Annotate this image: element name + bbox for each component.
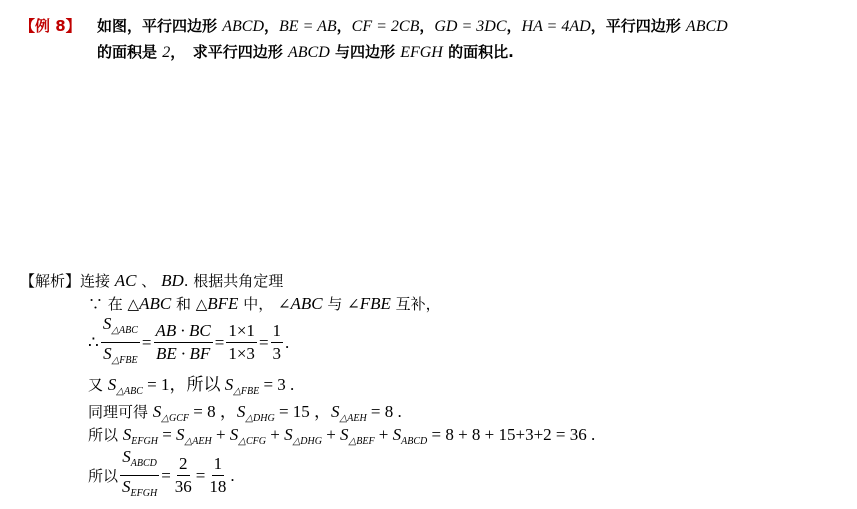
math-s: S <box>224 375 234 394</box>
plus: + <box>211 425 230 444</box>
solution-text: = 3 . <box>259 375 295 394</box>
math-ac: AC <box>114 271 137 290</box>
fraction-denominator: 18 <box>209 477 227 496</box>
math-gd-3dc: GD = 3DC <box>434 18 507 35</box>
question-line-1 <box>97 15 728 36</box>
math-s: S <box>392 425 402 444</box>
math-2: 2 <box>162 44 171 61</box>
solution-line-1 <box>20 270 283 291</box>
equals: = <box>141 332 152 352</box>
math-s: S <box>176 425 185 444</box>
solution-text: 、 <box>136 272 162 290</box>
fraction-values <box>173 454 194 497</box>
fraction-denominator: 1×3 <box>228 344 255 363</box>
subscript: ABCD <box>401 436 428 447</box>
equals: = <box>258 332 269 352</box>
math-s: S <box>122 447 131 466</box>
subscript: △CFG <box>238 436 266 447</box>
solution-text: 又 <box>88 376 108 394</box>
solution-text: 和 △ <box>171 295 208 313</box>
math-s: S <box>122 425 132 444</box>
math-abcd: ABCD <box>222 18 265 35</box>
math-efgh: EFGH <box>400 44 443 61</box>
fraction-result <box>207 454 228 497</box>
punct: ， <box>264 17 280 35</box>
solution-line-4 <box>88 370 294 397</box>
subscript: △GCF <box>161 413 189 424</box>
solution-tag: 【解析】 <box>20 272 81 290</box>
subscript: △ABC <box>116 386 143 397</box>
subscript: △DHG <box>245 413 275 424</box>
equals: = <box>214 332 225 352</box>
question-text: 的面积比. <box>442 43 514 61</box>
solution-text: 同理可得 <box>88 403 153 421</box>
fraction-numerator: AB · BC <box>154 321 213 343</box>
fraction-numerator: 1×1 <box>226 321 257 343</box>
fraction-numerator: 2 <box>177 454 190 476</box>
subscript: △ABC <box>111 325 138 336</box>
solution-text: 互补， <box>390 295 441 313</box>
math-s: S <box>152 402 162 421</box>
period: . <box>285 332 290 352</box>
solution-line-3 <box>88 314 289 371</box>
solution-line-2 <box>88 293 441 314</box>
subscript: ABCD <box>130 458 157 469</box>
question-text: 的面积是 <box>97 43 163 61</box>
solution-text: = 8 + 8 + 15+3+2 = 36 . <box>427 425 596 444</box>
solution-text: = 15 ， <box>274 402 332 421</box>
question-text: 如图，平行四边形 <box>97 17 223 35</box>
math-fbe: FBE <box>359 294 391 313</box>
math-abcd: ABCD <box>685 18 728 35</box>
math-abc: ABC <box>139 294 172 313</box>
math-s: S <box>122 477 131 496</box>
punct: ， <box>419 17 435 35</box>
question-line-2 <box>97 41 514 62</box>
fraction-area-ratio <box>120 447 159 504</box>
therefore-symbol: ∴ <box>88 332 99 352</box>
math-s: S <box>340 425 349 444</box>
fraction-numerator: 1 <box>271 321 284 343</box>
math-bd: BD <box>161 271 184 290</box>
solution-text: 与 ∠ <box>322 295 360 313</box>
solution-line-6 <box>88 424 595 447</box>
equals: = <box>157 425 177 444</box>
subscript: △DHG <box>292 436 322 447</box>
example-tag: 【例 8】 <box>20 17 81 35</box>
plus: + <box>374 425 393 444</box>
math-abcd: ABCD <box>287 44 330 61</box>
fraction-denominator: 3 <box>272 344 282 363</box>
fraction-result <box>271 321 284 364</box>
solution-text: 所以 <box>88 467 119 485</box>
fraction-numerator: 1 <box>212 454 225 476</box>
math-cf-2cb: CF = 2CB <box>351 18 420 35</box>
subscript: EFGH <box>131 436 158 447</box>
solution-text: = 1，所以 <box>142 375 225 394</box>
plus: + <box>265 425 285 444</box>
punct: ， <box>336 17 352 35</box>
fraction-denominator: 36 <box>174 477 192 496</box>
solution-text: . 根据共角定理 <box>183 272 284 290</box>
math-s: S <box>107 375 117 394</box>
subscript: △FBE <box>111 355 138 366</box>
subscript: △BEF <box>348 436 375 447</box>
period: . <box>230 465 235 485</box>
math-ha-4ad: HA = 4AD <box>521 18 591 35</box>
question-text: 与四边形 <box>329 43 401 61</box>
solution-text: 所以 <box>88 426 123 444</box>
solution-text: 中， ∠ <box>238 295 291 313</box>
solution-text: ∵ 在 △ <box>88 295 140 313</box>
fraction-sides <box>154 321 213 364</box>
fraction-area-ratio <box>101 314 140 371</box>
solution-line-5 <box>88 397 402 424</box>
fraction-denominator: BE · BF <box>155 344 211 363</box>
math-bfe: BFE <box>207 294 239 313</box>
solution-text: = 8 . <box>366 402 402 421</box>
fraction-values <box>226 321 257 364</box>
solution-text: = 8 ， <box>188 402 237 421</box>
subscript: △AEH <box>184 436 212 447</box>
math-s: S <box>103 344 112 363</box>
math-s: S <box>236 402 246 421</box>
math-s: S <box>102 314 112 333</box>
subscript: △FBE <box>233 386 260 397</box>
subscript: EFGH <box>130 488 158 499</box>
question-text: ，平行四边形 <box>590 17 686 35</box>
equals: = <box>161 465 171 485</box>
question-text: ， 求平行四边形 <box>170 43 288 61</box>
solution-text: 连接 <box>80 272 115 290</box>
math-abc: ABC <box>290 294 323 313</box>
math-s: S <box>229 425 239 444</box>
solution-line-7 <box>88 447 235 504</box>
plus: + <box>321 425 341 444</box>
math-be-ab: BE = AB <box>279 18 337 35</box>
subscript: △AEH <box>339 413 367 424</box>
math-s: S <box>284 425 293 444</box>
punct: ， <box>506 17 522 35</box>
math-s: S <box>331 402 340 421</box>
equals: = <box>195 465 206 485</box>
